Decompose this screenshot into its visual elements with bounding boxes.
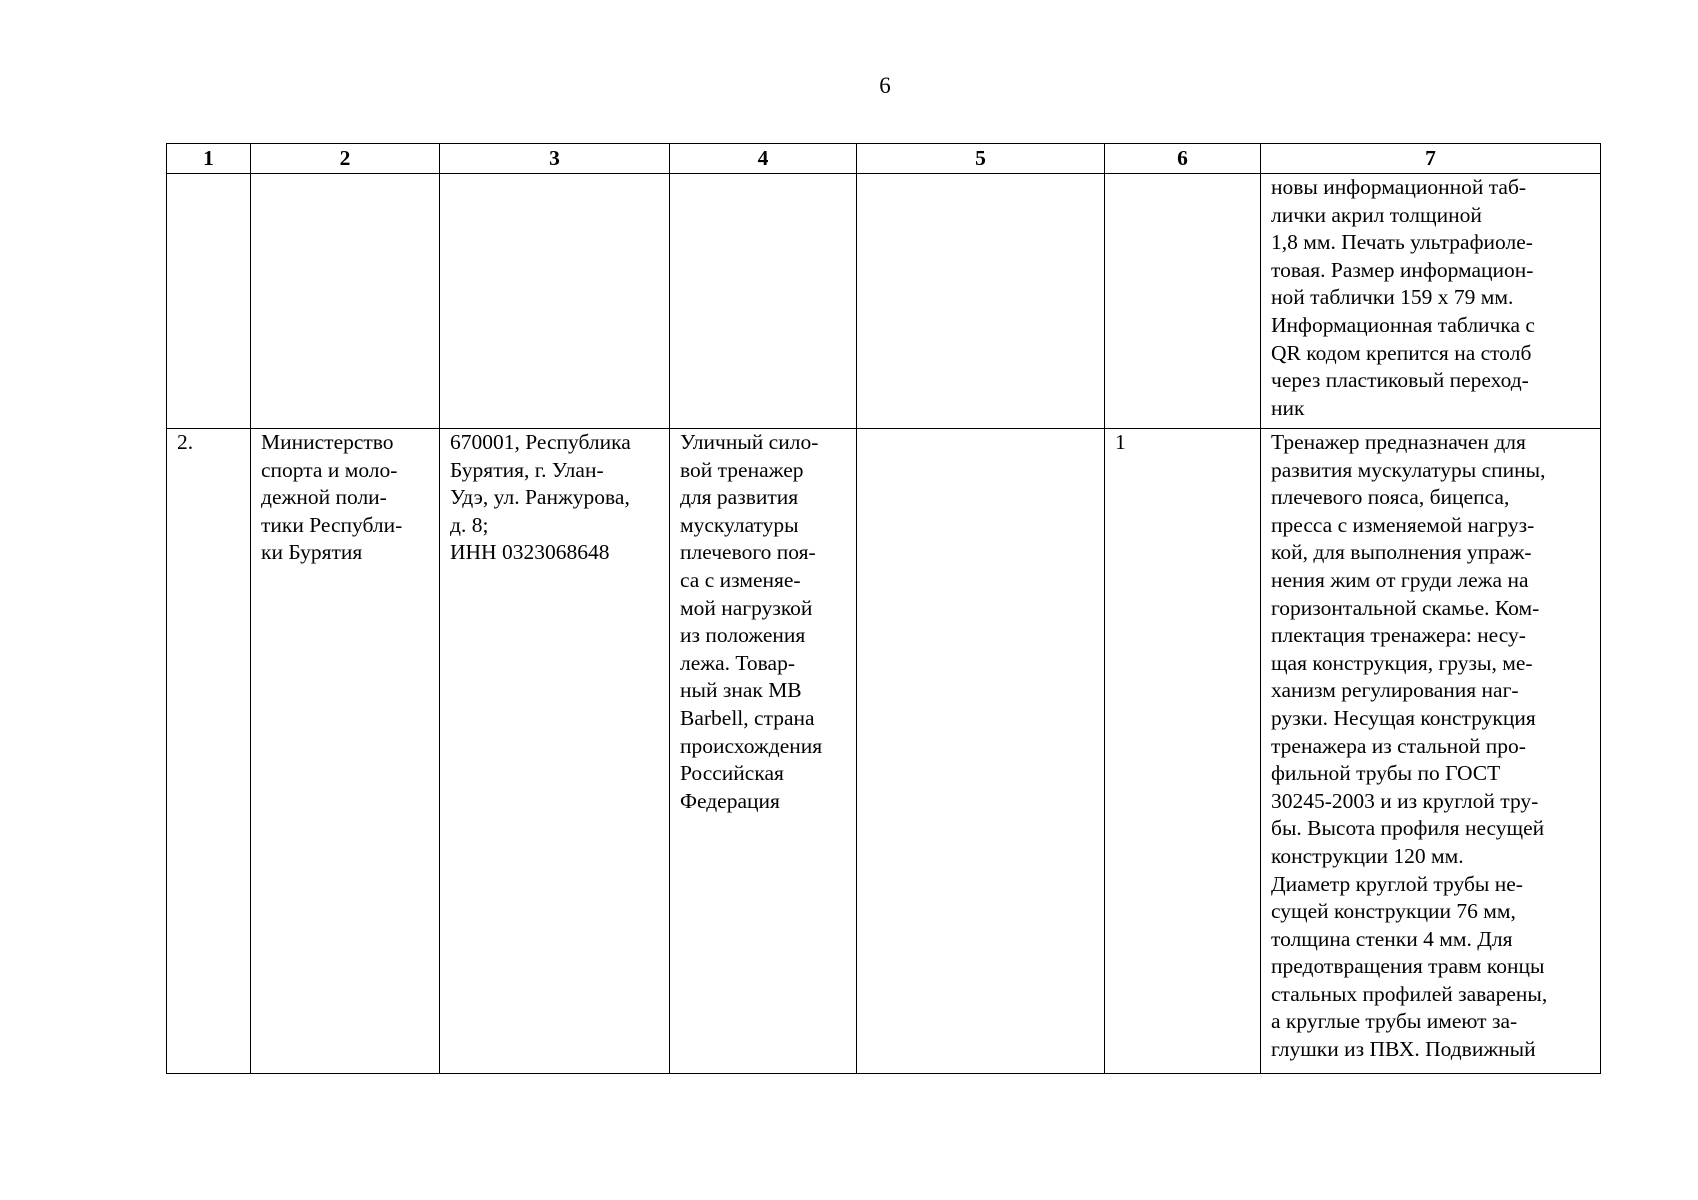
row-number-cell: 2. <box>167 429 251 1074</box>
column-5-cell <box>857 429 1105 1074</box>
description-cell: новы информационной таб- лички акрил толщиной 1,8 мм. Печать ультрафиоле- товая. Размер информацион- ной таблички 159 х 79 мм. Информационная табличка с QR кодом крепится на столб через пластиковый переход- ник <box>1261 174 1601 429</box>
address-cell <box>440 174 670 429</box>
row-number-cell <box>167 174 251 429</box>
organization-cell <box>251 174 440 429</box>
table-row <box>167 429 1601 1074</box>
quantity-cell: 1 <box>1105 429 1261 1074</box>
header-col-1: 1 <box>167 144 251 174</box>
table-row <box>167 174 1601 429</box>
address-cell: 670001, Республика Бурятия, г. Улан- Удэ, ул. Ранжурова, д. 8; ИНН 0323068648 <box>440 429 670 1074</box>
organization-cell: Министерство спорта и моло- дежной поли- тики Республи- ки Бурятия <box>251 429 440 1074</box>
header-col-4: 4 <box>670 144 857 174</box>
header-col-2: 2 <box>251 144 440 174</box>
description-cell: Тренажер предназначен для развития мускулатуры спины, плечевого пояса, бицепса, пресса с изменяемой нагруз- кой, для выполнения упраж- нения жим от груди лежа на горизонтальной скамье. Ком- плектация тренажера: несу- щая конструкция, грузы, ме- ханизм регулирования наг- рузки. Несущая конструкция тренажера из стальной про- фильной трубы по ГОСТ 30245-2003 и из круглой тру- бы. Высота профиля несущей конструкции 120 мм. Диаметр круглой трубы не- сущей конструкции 76 мм, толщина стенки 4 мм. Для предотвращения травм концы стальных профилей заварены, а круглые трубы имеют за- глушки из ПВХ. Подвижный <box>1261 429 1601 1074</box>
header-col-5: 5 <box>857 144 1105 174</box>
page-number: 6 <box>879 73 891 98</box>
header-col-6: 6 <box>1105 144 1261 174</box>
item-name-cell <box>670 174 857 429</box>
header-row <box>167 144 1601 174</box>
specification-table <box>166 143 1601 1074</box>
header-col-7: 7 <box>1261 144 1601 174</box>
column-5-cell <box>857 174 1105 429</box>
quantity-cell <box>1105 174 1261 429</box>
item-name-cell: Уличный сило- вой тренажер для развития мускулатуры плечевого поя- са с изменяе- мой нагрузкой из положения лежа. Товар- ный знак MB Barbell, страна происхождения Российская Федерация <box>670 429 857 1074</box>
header-col-3: 3 <box>440 144 670 174</box>
